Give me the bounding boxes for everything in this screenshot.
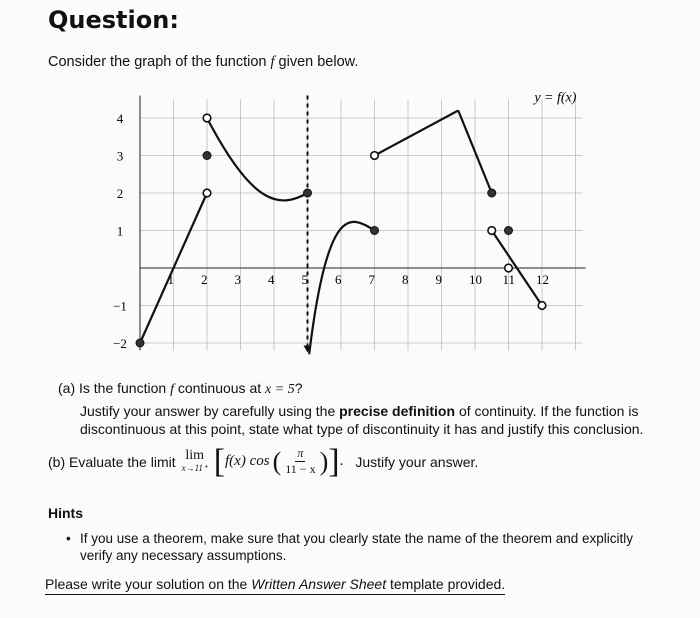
- part-a-body-before: Justify your answer by carefully using the: [80, 403, 336, 419]
- footer-after: template provided.: [390, 576, 506, 592]
- function-graph: [100, 85, 620, 370]
- y-tick-label: 1: [116, 223, 124, 239]
- bullet-icon: •: [66, 531, 71, 546]
- footer-before: Please write your solution on the: [45, 576, 248, 592]
- footer-emph: Written Answer Sheet: [251, 576, 387, 592]
- limit-expression: [ f(x) cos ( $\frac{\pi}{11 - x}$ ) ] .: [213, 442, 344, 480]
- graph-segment: [207, 118, 308, 200]
- part-a-body-bold: precise definition: [339, 403, 456, 419]
- open-point: [371, 152, 379, 160]
- x-tick-label: 12: [536, 272, 549, 287]
- x-tick-label: 1: [167, 272, 174, 287]
- y-tick-label: 2: [116, 186, 124, 201]
- hint-item: [66, 530, 646, 564]
- fraction-denominator: 11 − x: [285, 462, 316, 476]
- graph-segment: [375, 111, 459, 156]
- open-point: [505, 264, 513, 272]
- intro-var: f: [270, 54, 275, 70]
- part-a-eq: x = 5: [265, 382, 295, 397]
- x-tick-label: 2: [201, 272, 208, 287]
- open-point: [203, 189, 211, 197]
- fraction-numerator: π: [297, 446, 304, 460]
- closed-point: [488, 189, 496, 197]
- part-a-end: ?: [294, 380, 303, 396]
- x-tick-label: 5: [301, 272, 308, 287]
- part-b-tail: Justify your answer.: [355, 453, 479, 470]
- y-tick-label: 4: [116, 111, 124, 126]
- part-a-body-after: of continuity. If the function is discontinuous at this point, state what type of discontinuity it has and justify this conclusion.: [80, 403, 644, 437]
- page-title: Question:: [48, 6, 179, 34]
- part-a-body: [80, 402, 660, 438]
- f-cos-part: f(x) cos: [225, 453, 270, 469]
- open-point: [538, 302, 546, 310]
- graph-segment: [309, 222, 374, 354]
- limit-operator: [181, 447, 208, 474]
- closed-point: [371, 227, 379, 235]
- lim-subscript: x→11⁺: [181, 462, 208, 473]
- y-tick-label: −2: [113, 336, 127, 351]
- part-a-label: (a) Is the function: [58, 380, 167, 396]
- x-tick-label: 6: [335, 272, 342, 287]
- y-tick-label: 3: [116, 148, 124, 164]
- open-point: [488, 227, 496, 235]
- x-tick-label: 4: [268, 272, 275, 287]
- x-tick-label: 10: [469, 272, 482, 287]
- closed-point: [136, 339, 144, 347]
- x-tick-label: 9: [435, 272, 442, 287]
- footer-instruction: [45, 576, 505, 595]
- intro-before: Consider the graph of the function: [48, 54, 267, 70]
- part-a-question: [58, 380, 303, 398]
- x-tick-label: 11: [502, 272, 516, 287]
- hints-heading: Hints: [48, 505, 83, 521]
- x-tick-label: 3: [234, 272, 241, 287]
- x-tick-label: 8: [402, 272, 409, 287]
- part-a-var: f: [170, 382, 174, 397]
- hint-text: If you use a theorem, make sure that you clearly state the name of the theorem and explicitly verify any necessary assumptions.: [80, 531, 634, 563]
- x-tick-label: 7: [368, 272, 375, 287]
- intro-after: given below.: [278, 54, 359, 70]
- part-b-question: [48, 442, 479, 480]
- fraction: [283, 446, 317, 477]
- closed-point: [304, 189, 312, 197]
- part-a-mid: continuous at: [177, 380, 262, 396]
- lim-word: lim: [185, 447, 204, 463]
- open-point: [203, 114, 211, 122]
- y-tick-label: −1: [113, 298, 127, 314]
- intro-text: [48, 54, 358, 71]
- function-label: y = f(x): [534, 90, 577, 106]
- closed-point: [505, 227, 513, 235]
- part-b-label: (b) Evaluate the limit: [48, 453, 176, 470]
- closed-point: [203, 152, 211, 160]
